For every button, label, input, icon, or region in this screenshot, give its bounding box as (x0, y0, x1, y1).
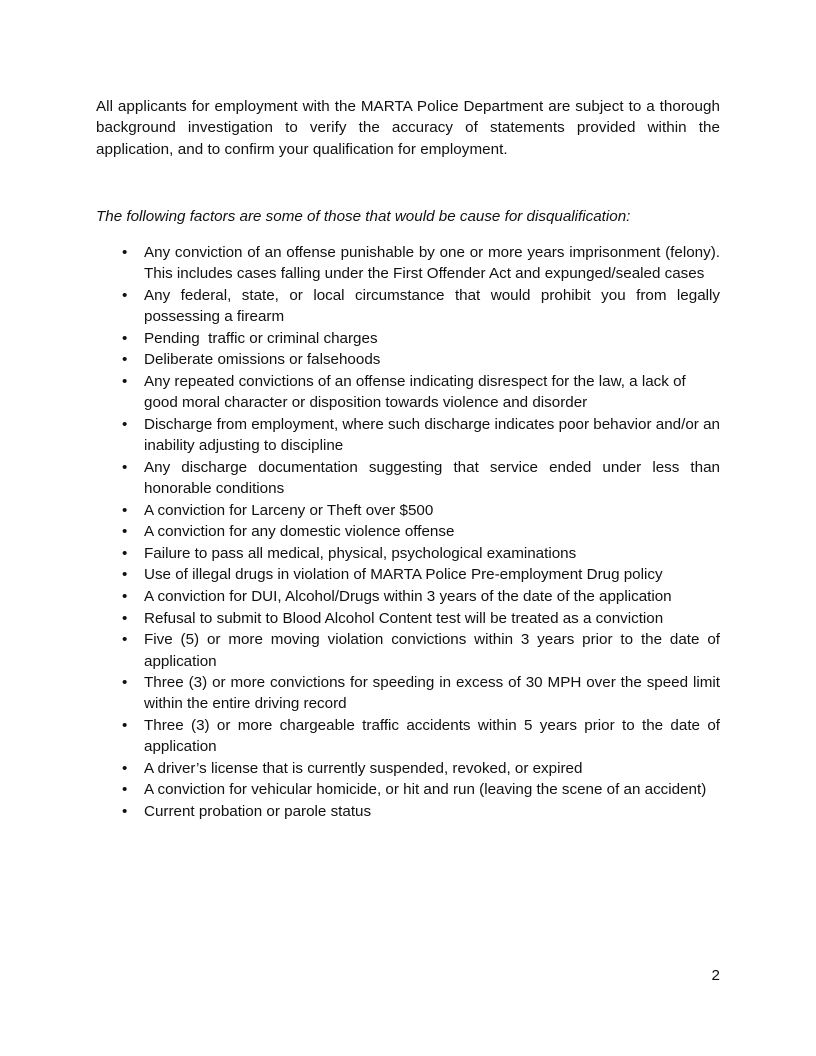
section-heading: The following factors are some of those that would be cause for disqualification: (96, 208, 631, 225)
list-item (96, 285, 725, 328)
bullet-icon: • (122, 631, 128, 649)
bullet-icon: • (122, 372, 128, 390)
list-item (96, 349, 720, 370)
list-item-text: Any conviction of an offense punishable by one or more years imprisonment (felony). This includes cases falling under the First Offender Act and expunged/sealed cases (144, 244, 724, 283)
intro-paragraph: All applicants for employment with the MARTA Police Department are subject to a thorough background investigation to verify the accuracy of statements provided within the application, and to confirm your qualification for employment. (96, 98, 720, 158)
list-item-text: Three (3) or more chargeable traffic accidents within 5 years prior to the date of application (144, 716, 725, 756)
bullet-icon: • (122, 501, 128, 519)
list-item (96, 586, 720, 607)
bullet-icon: • (122, 716, 128, 734)
list-item (96, 672, 725, 715)
list-item-text: Use of illegal drugs in violation of MARTA Police Pre-employment Drug policy (144, 566, 663, 584)
list-item (96, 543, 720, 564)
list-item-text: Discharge from employment, where such discharge indicates poor behavior and/or an inability adjusting to discipline (144, 415, 725, 455)
bullet-icon: • (122, 759, 128, 777)
list-item-text: Five (5) or more moving violation convictions within 3 years prior to the date of application (144, 631, 725, 670)
bullet-icon: • (122, 674, 128, 692)
list-item-text: Current probation or parole status (144, 803, 372, 821)
list-item (96, 608, 720, 629)
list-item-text: Any discharge documentation suggesting that service ended under less than honorable conditions (144, 458, 725, 498)
list-item (96, 521, 720, 542)
page-content (96, 96, 725, 821)
list-item (96, 715, 725, 758)
bullet-icon: • (122, 588, 128, 606)
bullet-icon: • (122, 329, 128, 347)
list-item-text: A driver’s license that is currently suspended, revoked, or expired (144, 759, 583, 777)
bullet-icon: • (122, 566, 128, 584)
list-item-text: Failure to pass all medical, physical, psychological examinations (144, 544, 577, 562)
list-item (96, 629, 725, 672)
list-item-text: A conviction for DUI, Alcohol/Drugs within 3 years of the date of the application (144, 588, 672, 606)
list-item (96, 457, 725, 500)
disqualification-factors-list (96, 242, 725, 823)
bullet-icon: • (122, 286, 128, 304)
list-item-text: A conviction for vehicular homicide, or hit and run (leaving the scene of an accident) (144, 781, 707, 799)
bullet-icon: • (122, 351, 128, 369)
list-item (96, 328, 720, 349)
list-item-text: Pending traffic or criminal charges (144, 329, 378, 347)
list-item-text: Three (3) or more convictions for speeding in excess of 30 MPH over the speed limit within the entire driving record (144, 674, 725, 713)
list-item-text: Deliberate omissions or falsehoods (144, 351, 381, 369)
list-item (96, 500, 720, 521)
list-item-text: Refusal to submit to Blood Alcohol Content test will be treated as a conviction (144, 609, 664, 627)
list-item (96, 414, 725, 457)
list-item (96, 371, 720, 414)
page-number: 2 (711, 967, 720, 984)
bullet-icon: • (122, 781, 128, 799)
list-item-text: A conviction for any domestic violence offense (144, 523, 455, 541)
bullet-icon: • (122, 523, 128, 541)
bullet-icon: • (122, 458, 128, 476)
bullet-icon: • (122, 609, 128, 627)
list-item (96, 758, 720, 779)
list-item-text: Any federal, state, or local circumstance that would prohibit you from legally possessing a firearm (144, 286, 725, 326)
list-item (96, 242, 724, 285)
bullet-icon: • (122, 415, 128, 433)
list-item (96, 779, 720, 800)
list-item-text: A conviction for Larceny or Theft over $500 (144, 501, 434, 519)
bullet-icon: • (122, 544, 128, 562)
bullet-icon: • (122, 244, 128, 261)
list-item (96, 564, 720, 585)
bullet-icon: • (122, 803, 128, 821)
list-item (96, 801, 720, 822)
list-item-text: Any repeated convictions of an offense indicating disrespect for the law, a lack of good moral character or disposition towards violence and disorder (144, 372, 690, 412)
